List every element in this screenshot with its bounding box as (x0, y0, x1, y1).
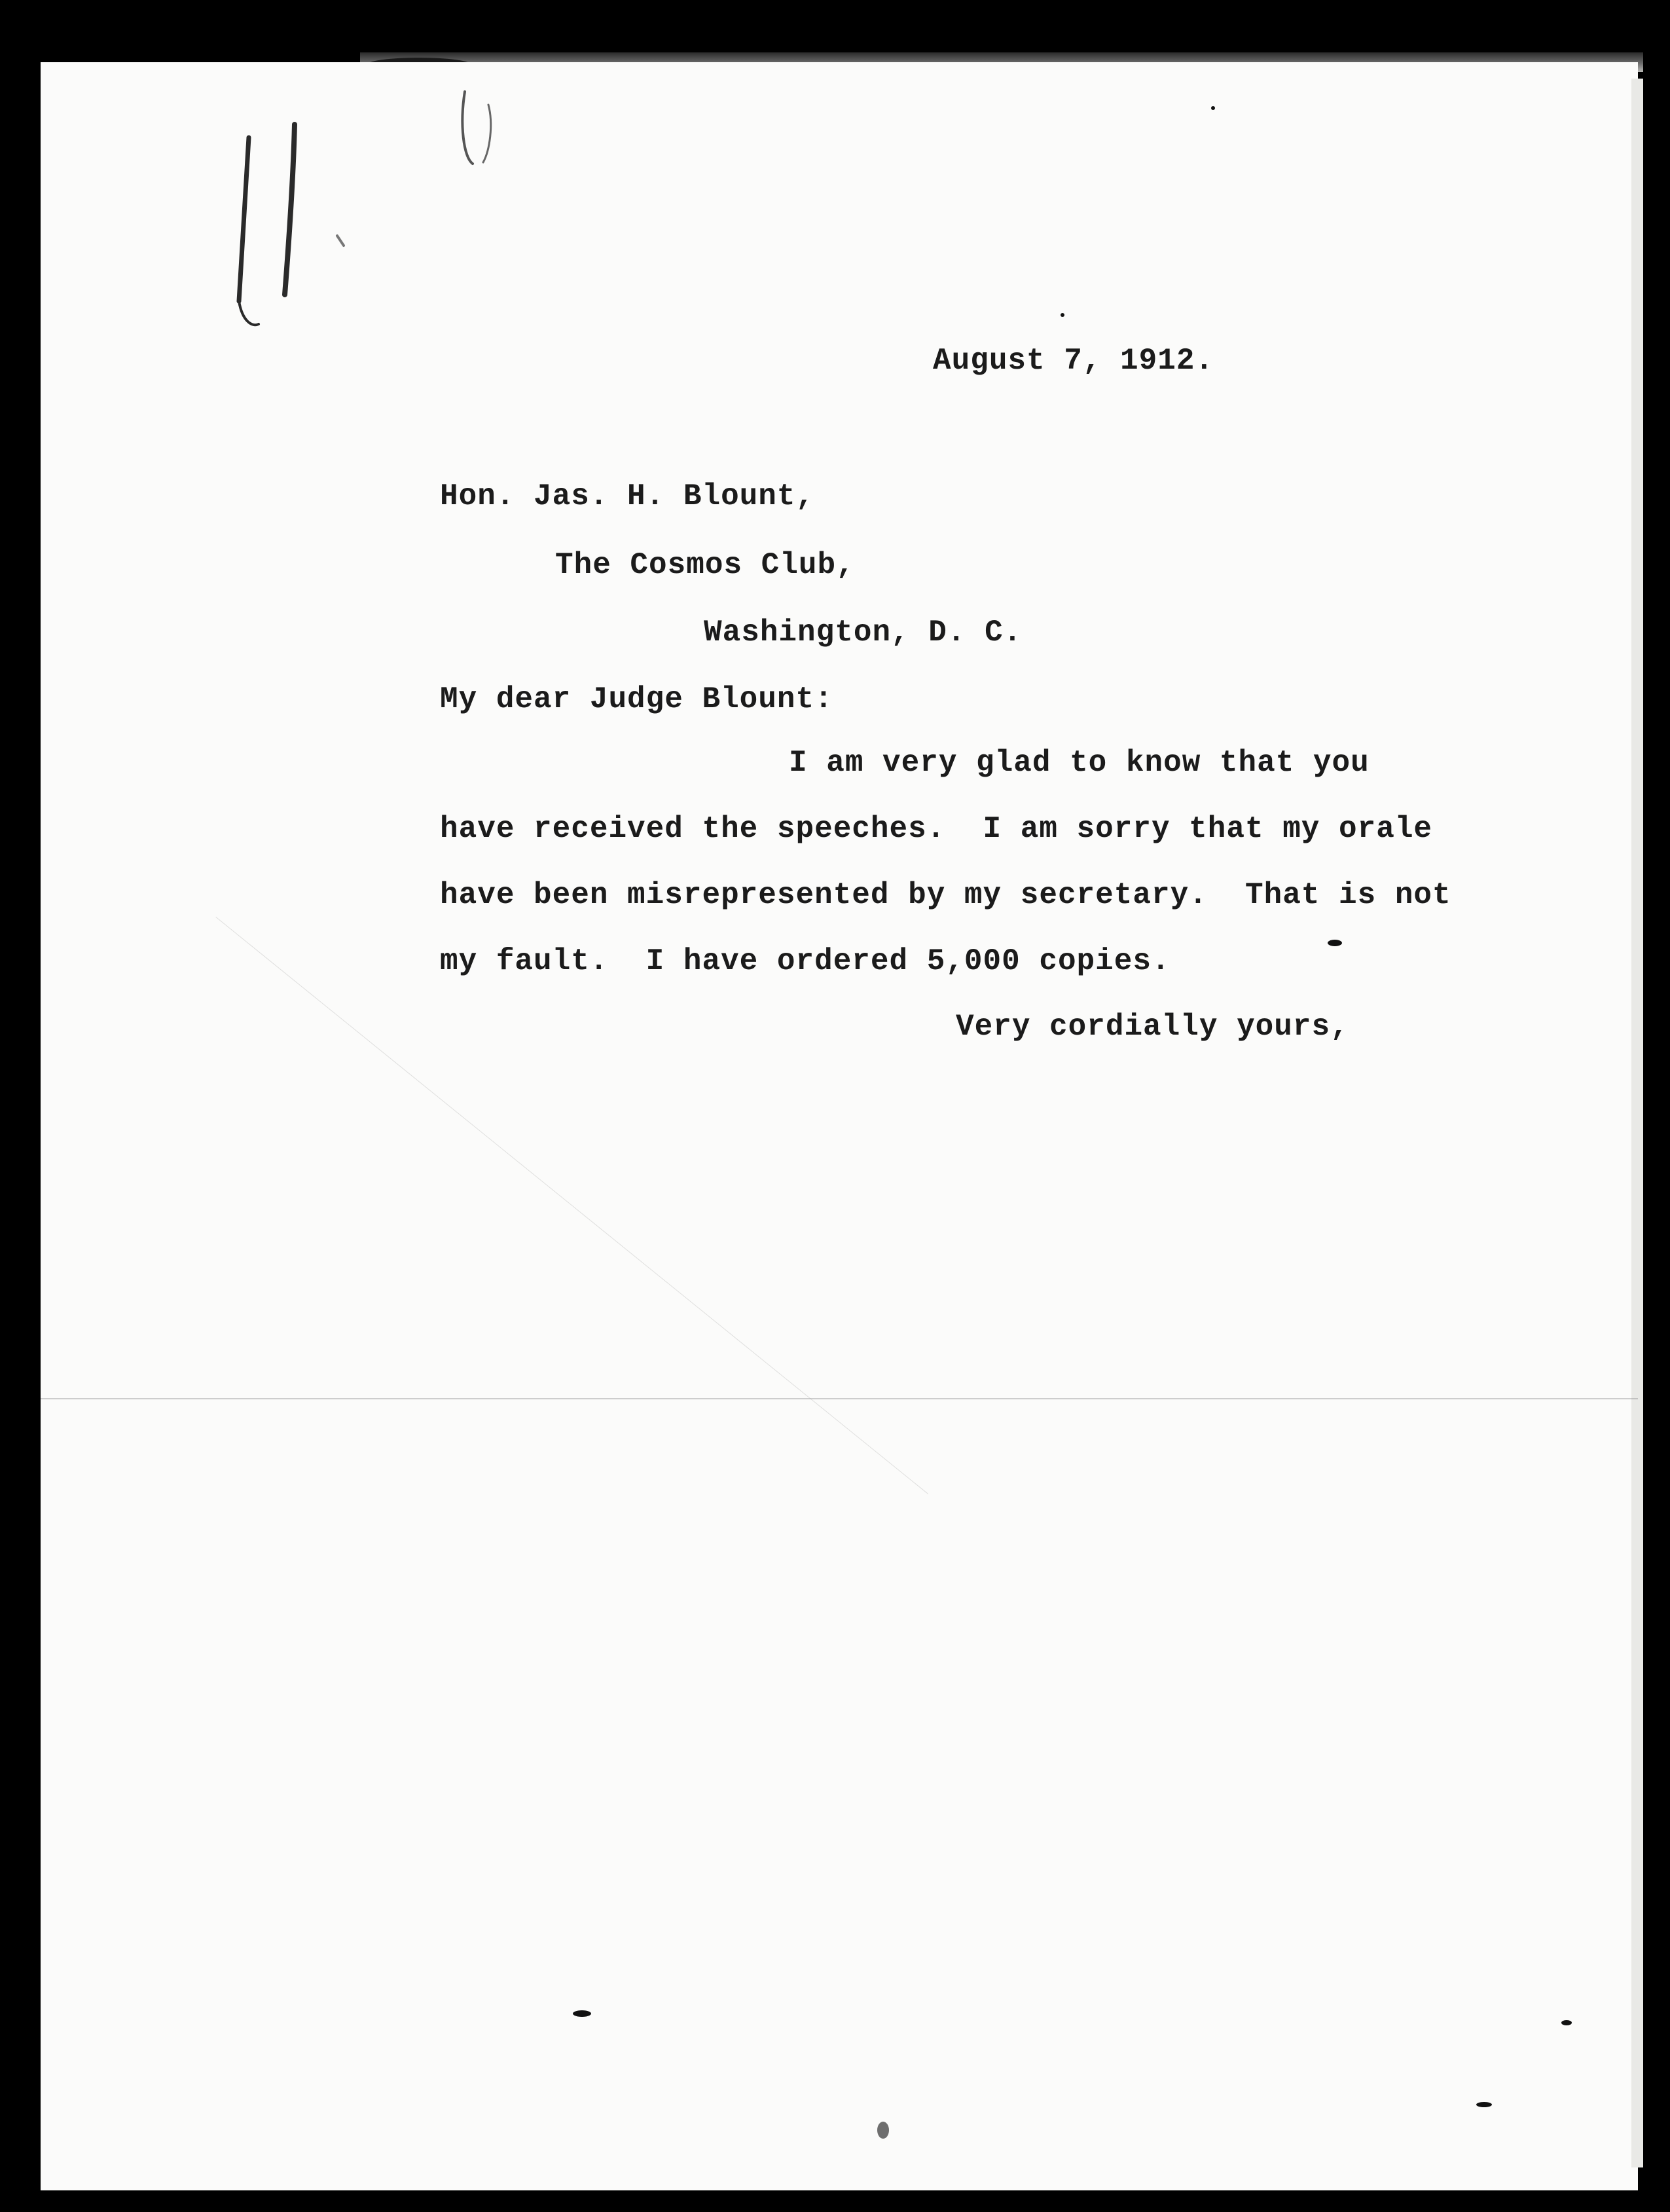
body-line-3: have been misrepresented by my secretary. That is not (440, 878, 1451, 912)
recipient-address-line-1: The Cosmos Club, (555, 548, 855, 582)
recipient-name: Hon. Jas. H. Blount, (440, 479, 815, 513)
salutation: My dear Judge Blount: (440, 682, 833, 716)
pencil-annotation-icon (216, 85, 530, 347)
recipient-address-line-2: Washington, D. C. (704, 616, 1023, 650)
ink-speck (1561, 2020, 1572, 2025)
letter-date: August 7, 1912. (933, 344, 1214, 378)
ink-speck (1211, 106, 1215, 110)
body-line-4: my fault. I have ordered 5,000 copies. (440, 944, 1171, 978)
closing: Very cordially yours, (956, 1010, 1349, 1044)
ink-speck (1476, 2102, 1492, 2107)
letter-page (41, 62, 1638, 2190)
ink-speck (1328, 940, 1342, 946)
horizontal-fold-line (41, 1398, 1638, 1399)
body-line-1: I am very glad to know that you (789, 746, 1370, 780)
body-line-2: have received the speeches. I am sorry that my orale (440, 812, 1433, 846)
ink-speck (573, 2010, 591, 2017)
underlying-page-edge (1631, 79, 1643, 2167)
ink-speck (1061, 313, 1064, 317)
ink-speck (877, 2122, 889, 2139)
